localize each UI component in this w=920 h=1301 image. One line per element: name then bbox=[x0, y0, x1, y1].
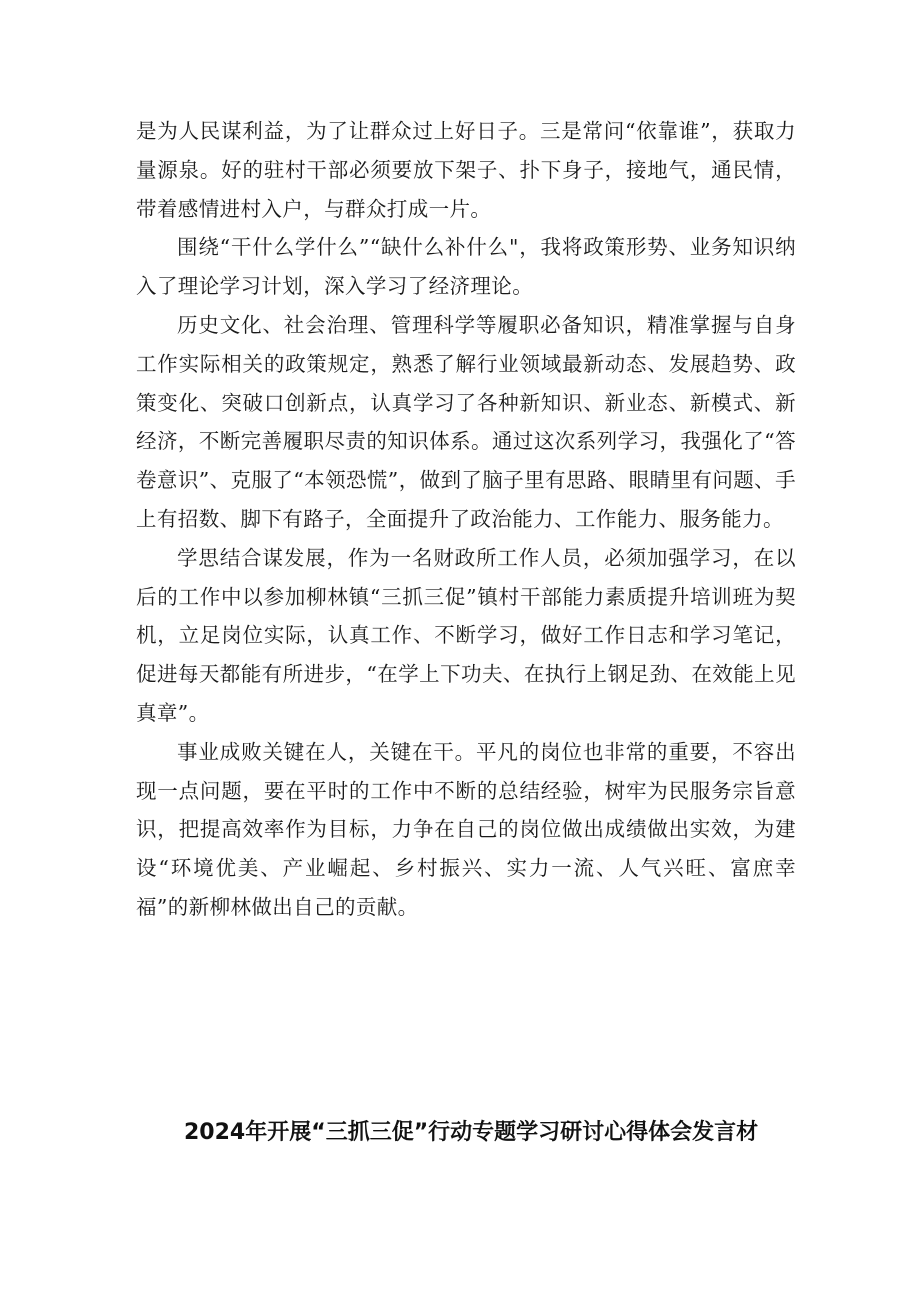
paragraph: 学思结合谋发展，作为一名财政所工作人员，必须加强学习，在以后的工作中以参加柳林镇“三抓三促”镇村干部能力素质提升培训班为契机，立足岗位实际，认真工作、不断学习，做好工作日志和学习笔记，促进每天都能有所进步，“在学上下功夫、在执行上钢足劲、在效能上见真章”。 bbox=[136, 545, 796, 725]
paragraph: 围绕“干什么学什么”“缺什么补什么"，我将政策形势、业务知识纳入了理论学习计划，深入学习了经济理论。 bbox=[136, 235, 796, 299]
paragraph-continued: 是为人民谋利益，为了让群众过上好日子。三是常问“依靠谁”，获取力量源泉。好的驻村干部必须要放下架子、扑下身子，接地气，通民情，带着感情进村入户，与群众打成一片。 bbox=[136, 119, 796, 221]
paragraph: 事业成败关键在人，关键在干。平凡的岗位也非常的重要，不容出现一点问题，要在平时的工作中不断的总结经验，树牢为民服务宗旨意识，把提高效率作为目标，力争在自己的岗位做出成绩做出实效，为建设“环境优美、产业崛起、乡村振兴、实力一流、人气兴旺、富庶幸福”的新柳林做出自己的贡献。 bbox=[136, 739, 796, 919]
document-body bbox=[136, 112, 796, 927]
paragraph: 历史文化、社会治理、管理科学等履职必备知识，精准掌握与自身工作实际相关的政策规定，熟悉了解行业领域最新动态、发展趋势、政策变化、突破口创新点，认真学习了各种新知识、新业态、新模式、新经济，不断完善履职尽责的知识体系。通过这次系列学习，我强化了“答卷意识”、克服了“本领恐慌”，做到了脑子里有思路、眼睛里有问题、手上有招数、脚下有路子，全面提升了政治能力、工作能力、服务能力。 bbox=[136, 312, 796, 531]
next-article-title: 2024年开展“三抓三促”行动专题学习研讨心得体会发言材 bbox=[184, 1120, 759, 1145]
